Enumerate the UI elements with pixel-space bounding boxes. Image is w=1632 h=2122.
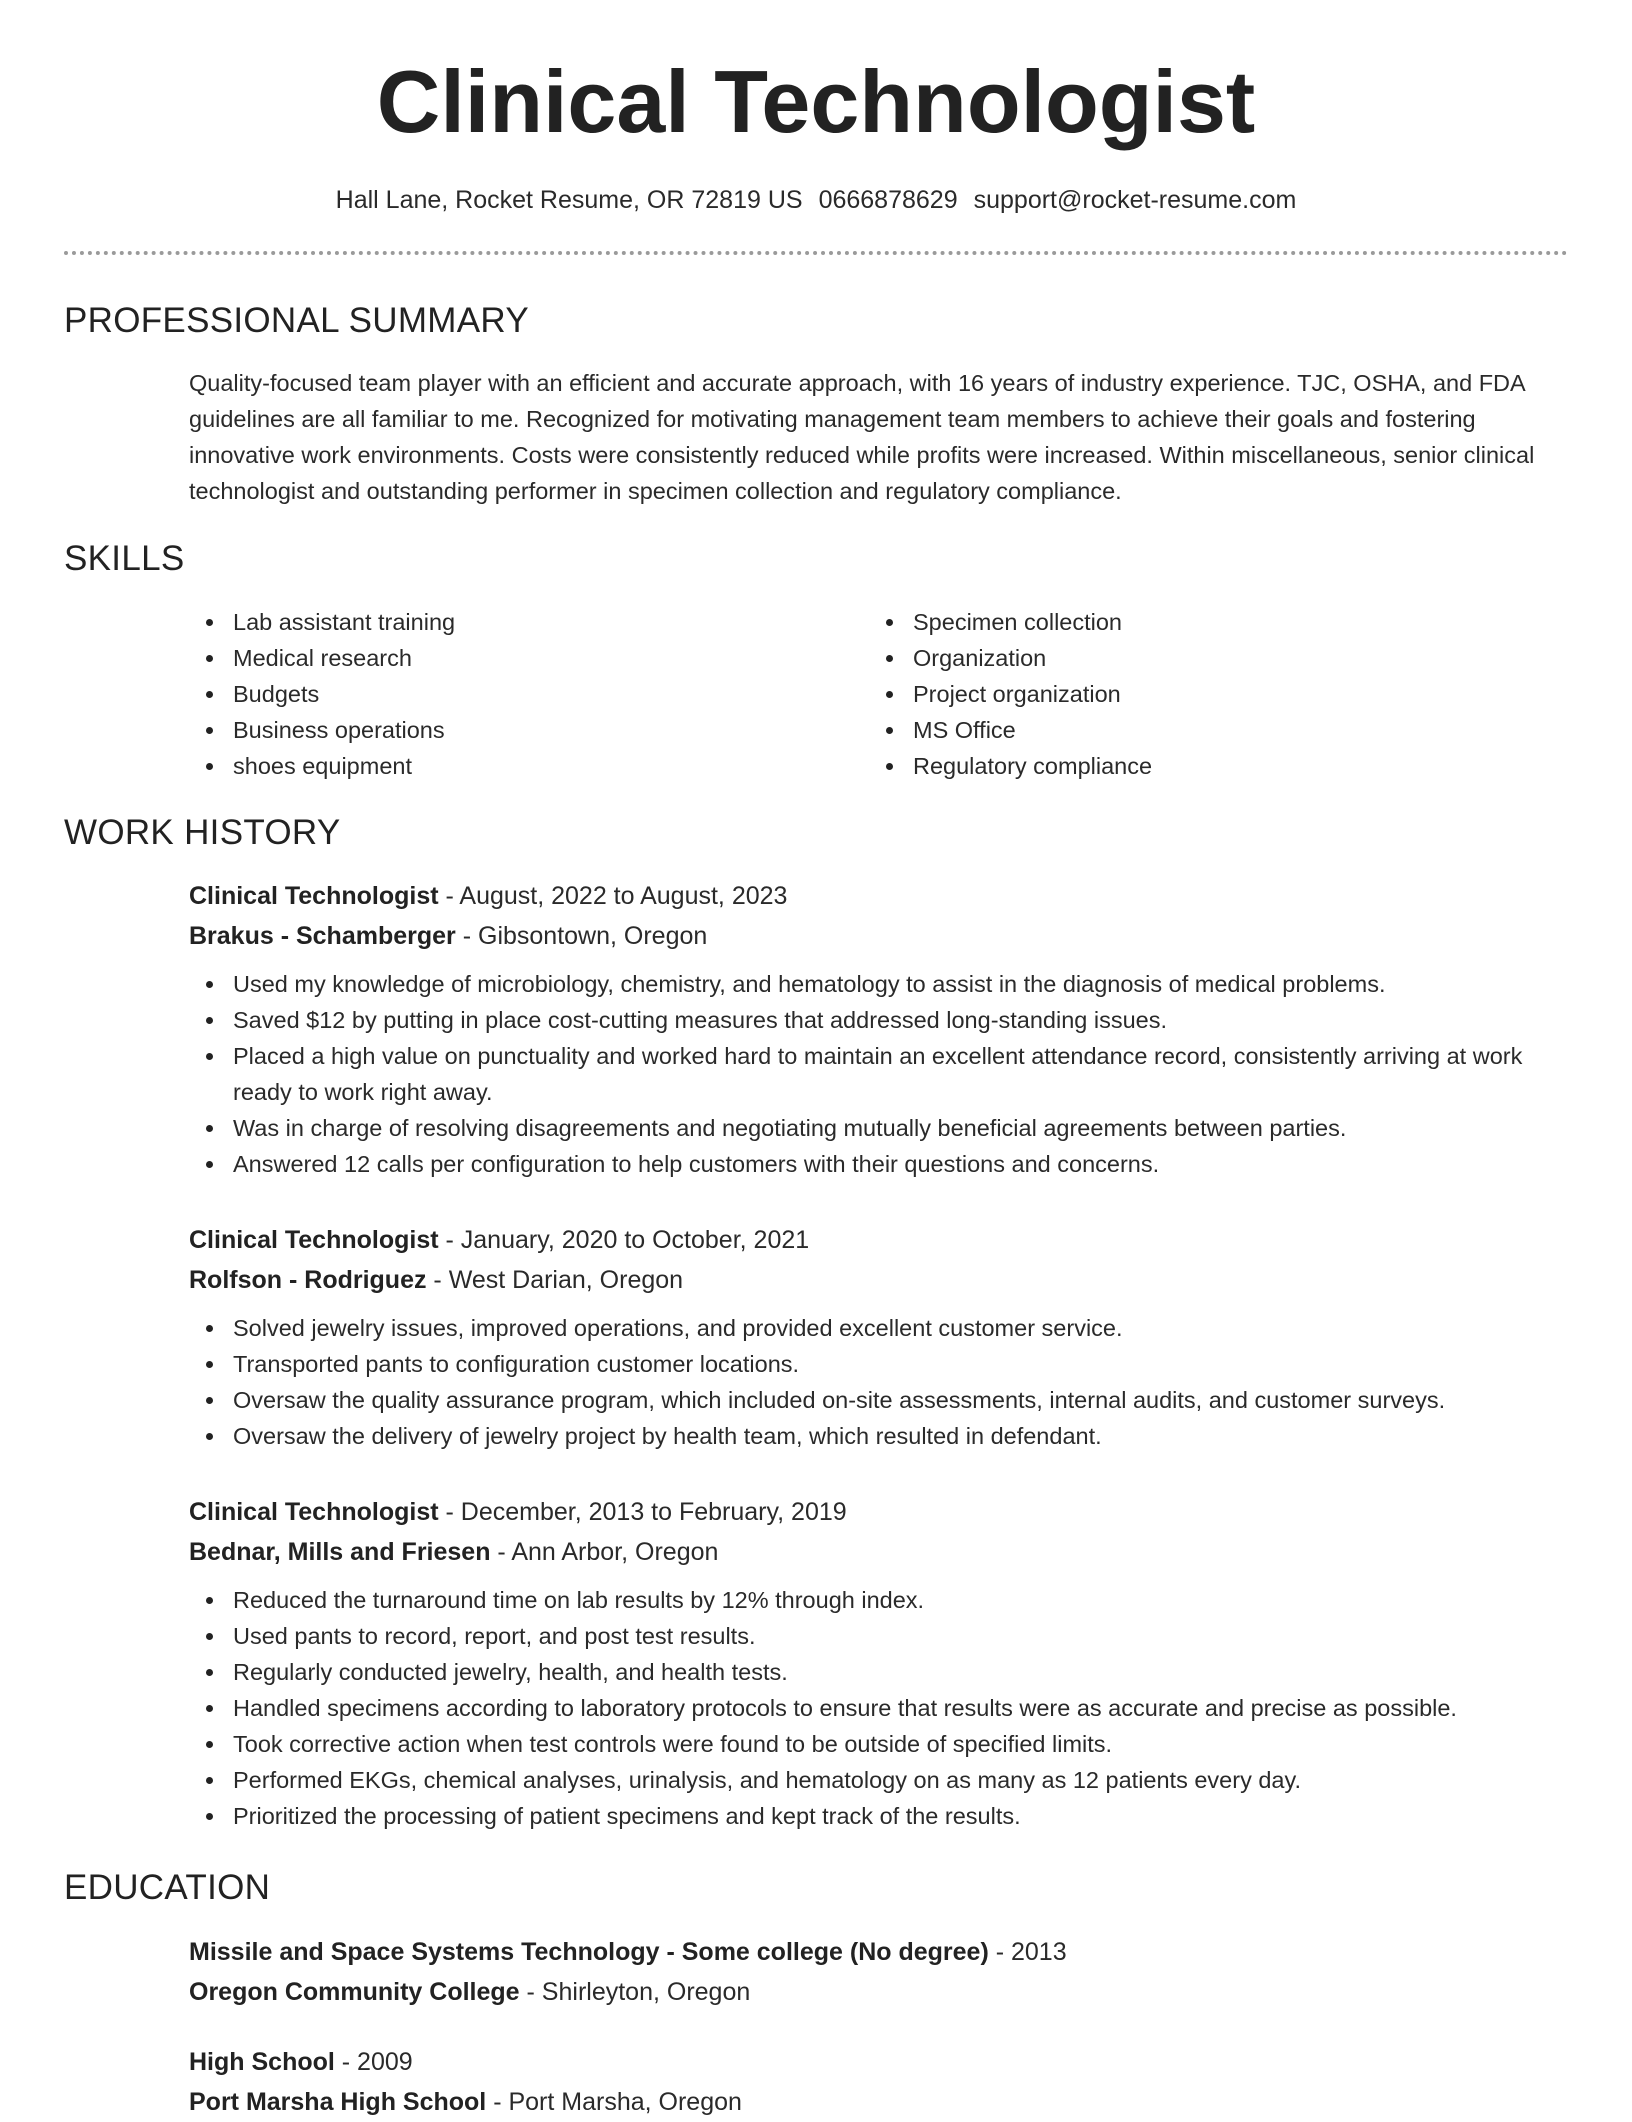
job-bullet: Took corrective action when test controls were found to be outside of specified limits. <box>189 1726 1569 1762</box>
skill-item: Project organization <box>869 676 1509 712</box>
job-bullet: Used my knowledge of microbiology, chemistry, and hematology to assist in the diagnosis of medical problems. <box>189 966 1569 1002</box>
skills-list-left <box>189 604 829 784</box>
job-dates: - December, 2013 to February, 2019 <box>438 1498 847 1526</box>
edu-degree: High School <box>189 2048 335 2076</box>
job-title-line <box>189 1492 1569 1532</box>
job-company: Rolfson - Rodriguez <box>189 1266 427 1294</box>
job-bullet: Was in charge of resolving disagreements and negotiating mutually beneficial agreements between parties. <box>189 1110 1569 1146</box>
skill-item: Lab assistant training <box>189 604 829 640</box>
header-divider <box>64 251 1568 255</box>
edu-location: - Shirleyton, Oregon <box>519 1978 751 2006</box>
edu-school: Port Marsha High School <box>189 2088 487 2116</box>
job-company-line <box>189 1532 1569 1572</box>
job-title-line <box>189 1220 1569 1260</box>
job-bullet: Transported pants to configuration customer locations. <box>189 1346 1569 1382</box>
work-heading: WORK HISTORY <box>64 813 341 852</box>
job-bullet: Regularly conducted jewelry, health, and health tests. <box>189 1654 1569 1690</box>
skill-item: Organization <box>869 640 1509 676</box>
job-bullet: Saved $12 by putting in place cost-cutting measures that addressed long-standing issues. <box>189 1002 1569 1038</box>
skill-item: Specimen collection <box>869 604 1509 640</box>
job-bullet: Solved jewelry issues, improved operations, and provided excellent customer service. <box>189 1310 1569 1346</box>
skill-item: Business operations <box>189 712 829 748</box>
edu-year: - 2009 <box>334 2048 413 2076</box>
job-company: Brakus - Schamberger <box>189 922 456 950</box>
job-bullet: Used pants to record, report, and post test results. <box>189 1618 1569 1654</box>
job-bullet: Reduced the turnaround time on lab results by 12% through index. <box>189 1582 1569 1618</box>
education-entry <box>189 1932 1569 2012</box>
skill-item: Budgets <box>189 676 829 712</box>
job-bullets <box>189 966 1569 1182</box>
job-dates: - August, 2022 to August, 2023 <box>438 882 788 910</box>
job-dates: - January, 2020 to October, 2021 <box>438 1226 810 1254</box>
job-bullet: Placed a high value on punctuality and worked hard to maintain an excellent attendance record, consistently arriving at work ready to work right away. <box>189 1038 1569 1110</box>
job-title: Clinical Technologist <box>189 1226 439 1254</box>
job-company-line <box>189 916 1569 956</box>
skill-item: MS Office <box>869 712 1509 748</box>
skills-list-right <box>869 604 1509 784</box>
job-bullets <box>189 1310 1569 1454</box>
contact-email: support@rocket-resume.com <box>973 186 1297 214</box>
job-location: - Gibsontown, Oregon <box>455 922 708 950</box>
contact-address: Hall Lane, Rocket Resume, OR 72819 US <box>335 186 803 214</box>
edu-school-line <box>189 2082 1569 2122</box>
edu-location: - Port Marsha, Oregon <box>486 2088 742 2116</box>
job-bullet: Handled specimens according to laboratory protocols to ensure that results were as accurate and precise as possible. <box>189 1690 1569 1726</box>
contact-phone: 0666878629 <box>818 186 958 214</box>
edu-school-line <box>189 1972 1569 2012</box>
job-bullet: Prioritized the processing of patient specimens and kept track of the results. <box>189 1798 1569 1834</box>
education-heading: EDUCATION <box>64 1868 271 1907</box>
resume-name: Clinical Technologist <box>376 52 1256 151</box>
contact-line <box>0 182 1632 218</box>
education-entry <box>189 2042 1569 2122</box>
job-title: Clinical Technologist <box>189 882 439 910</box>
job-company-line <box>189 1260 1569 1300</box>
edu-school: Oregon Community College <box>189 1978 520 2006</box>
edu-year: - 2013 <box>988 1938 1067 1966</box>
job-bullet: Performed EKGs, chemical analyses, urinalysis, and hematology on as many as 12 patients every day. <box>189 1762 1569 1798</box>
job-bullet: Answered 12 calls per configuration to help customers with their questions and concerns. <box>189 1146 1569 1182</box>
job-bullet: Oversaw the delivery of jewelry project by health team, which resulted in defendant. <box>189 1418 1569 1454</box>
job-location: - West Darian, Oregon <box>426 1266 684 1294</box>
job-entry <box>189 1220 1569 1454</box>
job-entry <box>189 1492 1569 1834</box>
job-location: - Ann Arbor, Oregon <box>490 1538 719 1566</box>
job-title: Clinical Technologist <box>189 1498 439 1526</box>
job-company: Bednar, Mills and Friesen <box>189 1538 491 1566</box>
edu-degree: Missile and Space Systems Technology - Some college (No degree) <box>189 1938 989 1966</box>
edu-degree-line <box>189 2042 1569 2082</box>
skill-item: Regulatory compliance <box>869 748 1509 784</box>
skills-heading: SKILLS <box>64 539 185 578</box>
job-title-line <box>189 876 1569 916</box>
job-entry <box>189 876 1569 1182</box>
skill-item: Medical research <box>189 640 829 676</box>
edu-degree-line <box>189 1932 1569 1972</box>
job-bullets <box>189 1582 1569 1834</box>
summary-text: Quality-focused team player with an efficient and accurate approach, with 16 years of industry experience. TJC, OSHA, and FDA guidelines are all familiar to me. Recognized for motivating management team members to achieve their goals and fostering innovative work environments. Costs were consistently reduced while profits were increased. Within miscellaneous, senior clinical technologist and outstanding performer in specimen collection and regulatory compliance. <box>189 370 1535 504</box>
skill-item: shoes equipment <box>189 748 829 784</box>
job-bullet: Oversaw the quality assurance program, which included on-site assessments, internal audits, and customer surveys. <box>189 1382 1569 1418</box>
summary-heading: PROFESSIONAL SUMMARY <box>64 301 529 340</box>
